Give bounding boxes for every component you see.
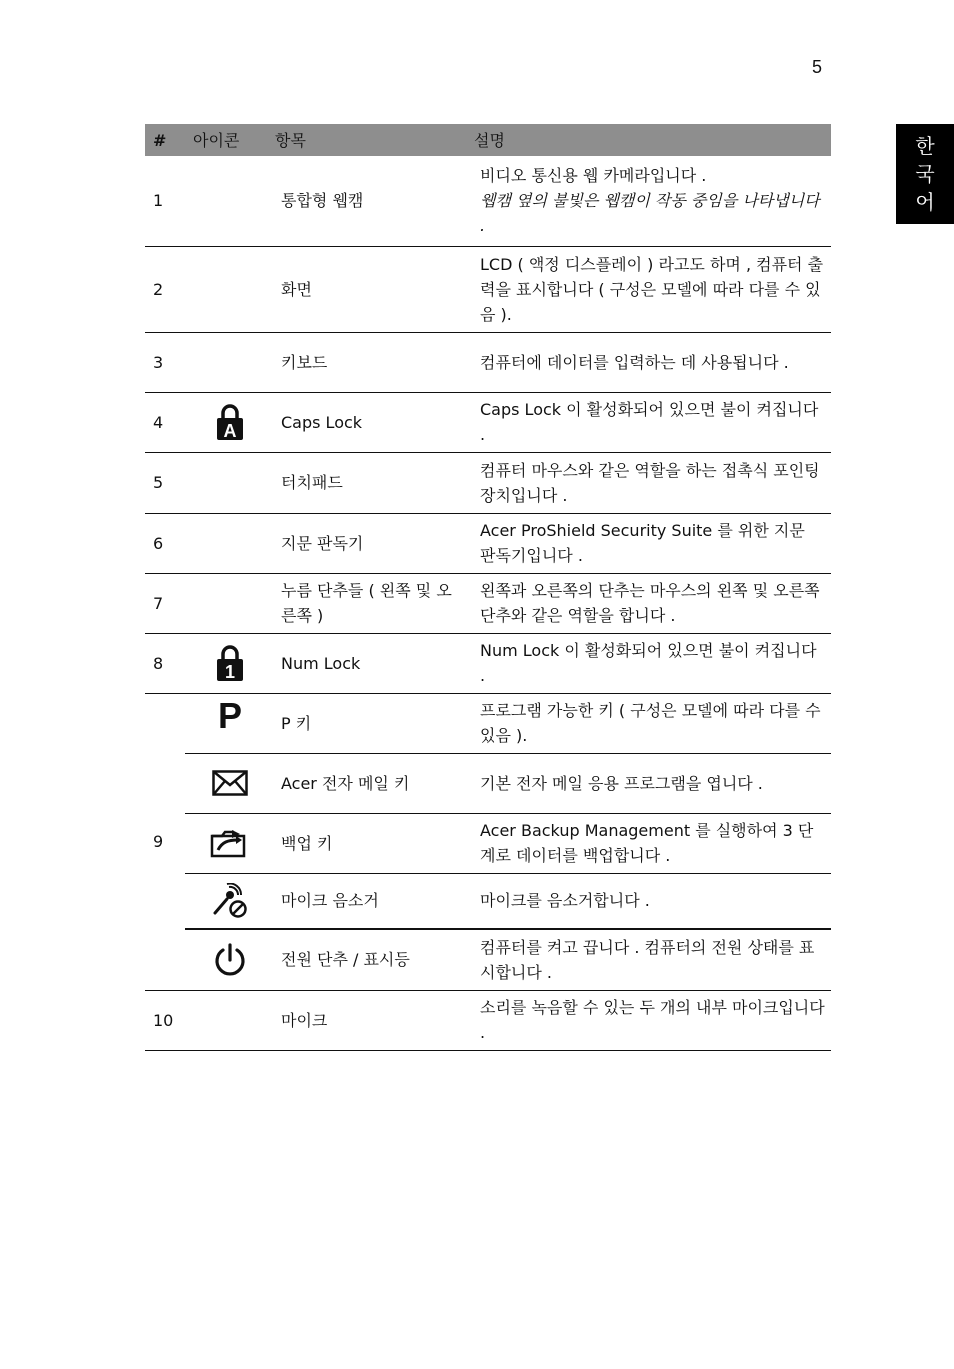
component-table [145, 124, 831, 1051]
row-desc: 컴퓨터 마우스와 같은 역할을 하는 접촉식 포인팅 장치입니다 . [472, 452, 831, 513]
row-icon-cell [185, 573, 273, 633]
row-icon-cell [185, 633, 273, 693]
row-item: 전원 단추 / 표시등 [273, 929, 472, 990]
row-icon-cell [185, 452, 273, 513]
row-item: P 키 [273, 693, 472, 753]
row-num: 3 [145, 332, 185, 392]
table-header-row [145, 124, 831, 156]
row-num: 5 [145, 452, 185, 513]
page-number: 5 [812, 57, 823, 77]
row-desc: 마이크를 음소거합니다 . [472, 873, 831, 929]
row-desc: 기본 전자 메일 응용 프로그램을 엽니다 . [472, 753, 831, 813]
header-icon: 아이콘 [185, 124, 273, 156]
row-icon-cell [185, 392, 273, 452]
row-num: 4 [145, 392, 185, 452]
svg-text:A: A [223, 421, 237, 441]
row-desc: 소리를 녹음할 수 있는 두 개의 내부 마이크입니다 . [472, 990, 831, 1050]
row-item: 터치패드 [273, 452, 472, 513]
row-num: 6 [145, 513, 185, 573]
language-tab [896, 124, 954, 224]
row-item: 화면 [273, 246, 472, 332]
row-desc: Acer ProShield Security Suite 를 위한 지문 판독기입니다 . [472, 513, 831, 573]
table-row [145, 452, 831, 513]
table-row [145, 573, 831, 633]
row-icon-cell [185, 513, 273, 573]
row-desc: 프로그램 가능한 키 ( 구성은 모델에 따라 다를 수 있음 ). [472, 693, 831, 753]
language-tab-char: 어 [915, 190, 935, 214]
row-icon-cell [185, 693, 273, 753]
row-desc: Caps Lock 이 활성화되어 있으면 불이 켜집니다 . [472, 392, 831, 452]
num-lock-icon [215, 644, 245, 682]
row-num: 10 [145, 990, 185, 1050]
row-desc: 왼쪽과 오른쪽의 단추는 마우스의 왼쪽 및 오른쪽 단추와 같은 역할을 합니다 . [472, 573, 831, 633]
svg-text:1: 1 [224, 662, 236, 682]
row-icon-cell [185, 332, 273, 392]
row-item: 누름 단추들 ( 왼쪽 및 오른쪽 ) [273, 573, 472, 633]
language-tab-char: 한 [915, 134, 935, 158]
row-desc: LCD ( 액정 디스플레이 ) 라고도 하며 , 컴퓨터 출력을 표시합니다 ( 구성은 모델에 따라 다를 수 있음 ). [472, 246, 831, 332]
row-item: 백업 키 [273, 813, 472, 873]
row-desc: Num Lock 이 활성화되어 있으면 불이 켜집니다 . [472, 633, 831, 693]
row-desc: Acer Backup Management 를 실행하여 3 단계로 데이터를 백업합니다 . [472, 813, 831, 873]
table-row [145, 693, 831, 753]
row-desc-note: 웹캠 옆의 불빛은 웹캠이 작동 중임을 나타냅니다 . [480, 191, 820, 236]
row-num: 8 [145, 633, 185, 693]
row-num: 1 [145, 156, 185, 246]
mic-mute-icon [211, 883, 249, 919]
row-item: 통합형 웹캠 [273, 156, 472, 246]
row-desc-cell [472, 156, 831, 246]
row-item: Num Lock [273, 633, 472, 693]
row-desc: 컴퓨터를 켜고 끕니다 . 컴퓨터의 전원 상태를 표시합니다 . [472, 929, 831, 990]
caps-lock-icon [215, 403, 245, 441]
row-desc: 컴퓨터에 데이터를 입력하는 데 사용됩니다 . [472, 332, 831, 392]
table-row [145, 990, 831, 1050]
table-row [145, 813, 831, 873]
row-item: 마이크 [273, 990, 472, 1050]
row-desc: 비디오 통신용 웹 카메라입니다 . [480, 166, 707, 186]
row-item: 마이크 음소거 [273, 873, 472, 929]
backup-icon [210, 828, 250, 858]
row-item: Acer 전자 메일 키 [273, 753, 472, 813]
header-desc: 설명 [472, 124, 831, 156]
row-icon-cell [185, 753, 273, 813]
table-row [145, 873, 831, 929]
row-icon-cell [185, 156, 273, 246]
table-row [145, 156, 831, 246]
language-tab-char: 국 [915, 162, 935, 186]
row-icon-cell [185, 929, 273, 990]
header-item: 항목 [273, 124, 472, 156]
row-item: Caps Lock [273, 392, 472, 452]
row-icon-cell [185, 990, 273, 1050]
p-key-icon [215, 698, 245, 732]
power-icon [212, 942, 248, 978]
row-item: 키보드 [273, 332, 472, 392]
table-row [145, 392, 831, 452]
table-row [145, 633, 831, 693]
row-num: 2 [145, 246, 185, 332]
table-row [145, 332, 831, 392]
row-num: 7 [145, 573, 185, 633]
svg-text:P: P [217, 697, 243, 732]
row-icon-cell [185, 813, 273, 873]
row-item: 지문 판독기 [273, 513, 472, 573]
row-num: 9 [145, 693, 185, 990]
table-row [145, 246, 831, 332]
row-icon-cell [185, 246, 273, 332]
email-icon [212, 770, 248, 796]
header-num: # [145, 124, 185, 156]
table-row [145, 753, 831, 813]
table-row [145, 929, 831, 990]
row-icon-cell [185, 873, 273, 929]
table-row [145, 513, 831, 573]
